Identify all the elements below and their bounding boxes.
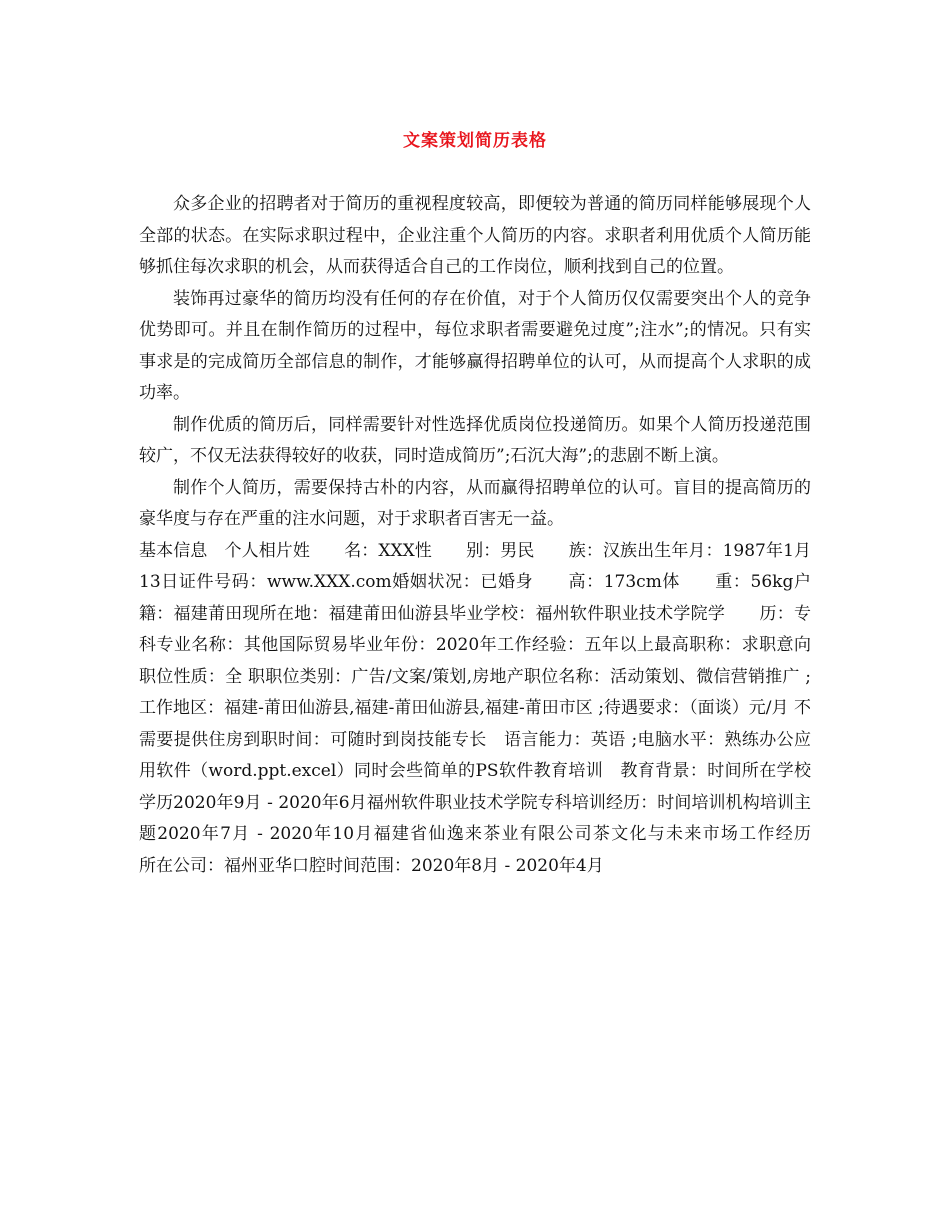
paragraph-3: 制作优质的简历后，同样需要针对性选择优质岗位投递简历。如果个人简历投递范围较广，不仅无法获得较好的收获，同时造成简历”;石沉大海”;的悲剧不断上演。 — [139, 414, 811, 466]
document-body — [139, 189, 845, 882]
paragraph-2: 装饰再过豪华的简历均没有任何的存在价值，对于个人简历仅仅需要突出个人的竞争优势即可。并且在制作简历的过程中，每位求职者需要避免过度”;注水”;的情况。只有实事求是的完成简历全部信息的制作，才能够赢得招聘单位的认可，从而提高个人求职的成功率。 — [139, 288, 811, 403]
resume-info-block: 基本信息 个人相片姓 名：XXX性 别：男民 族：汉族出生年月：1987年1月13日证件号码：www.XXX.com婚姻状况：已婚身 高：173cm体 重：56kg户 籍：福建莆田现所在地：福建莆田仙游县毕业学校：福州软件职业技术学院学 历：专科专业名称：其他国际贸易毕业年份：2020年工作经验：五年以上最高职称：求职意向 职位性质：全 职职位类别：广告/文案/策划,房地产职位名称：活动策划、微信营销推广 ;工作地区：福建-莆田仙游县,福建-莆田仙游县,福建-莆田市区 ;待遇要求：（面谈）元/月 不需要提供住房到职时间：可随时到岗技能专长 语言能力：英语 ;电脑水平：熟练办公应用软件（word.ppt.excel）同时会些简单的PS软件教育培训 教育背景：时间所在学校学历2020年9月 - 2020年6月福州软件职业技术学院专科培训经历：时间培训机构培训主题2020年7月 - 2020年10月福建省仙逸来茶业有限公司茶文化与未来市场工作经历 所在公司：福州亚华口腔时间范围：2020年8月 - 2020年4月 — [139, 540, 845, 876]
paragraph-4: 制作个人简历，需要保持古朴的内容，从而赢得招聘单位的认可。盲目的提高简历的豪华度与存在严重的注水问题，对于求职者百害无一益。 — [139, 477, 811, 529]
document-title: 文案策划简历表格 — [403, 131, 547, 151]
paragraph-1: 众多企业的招聘者对于简历的重视程度较高，即便较为普通的简历同样能够展现个人全部的状态。在实际求职过程中，企业注重个人简历的内容。求职者利用优质个人简历能够抓住每次求职的机会，从而获得适合自己的工作岗位，顺利找到自己的位置。 — [139, 194, 811, 277]
